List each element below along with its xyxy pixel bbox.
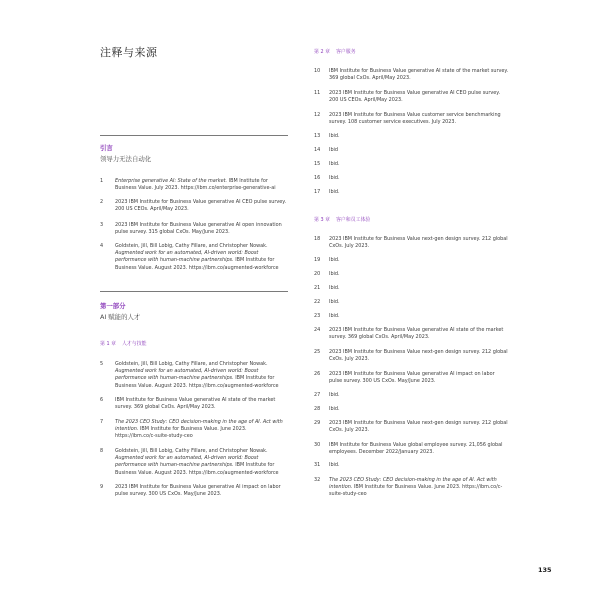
- note-text: [329, 477, 509, 499]
- chapter-title: 客户服务: [336, 49, 356, 55]
- note-source: 2023 IBM Institute for Business Value next-gen design survey. 212 global CxOs. July 2023.: [329, 349, 508, 363]
- note-source: 2023 IBM Institute for Business Value next-gen design survey. 212 global CxOs. July 2023.: [329, 236, 508, 250]
- section-title-intro: 引言: [100, 144, 113, 152]
- chapter-heading-3: [314, 216, 370, 223]
- note-number: 2: [100, 199, 104, 205]
- note-text: [329, 257, 509, 264]
- note-text: [329, 420, 509, 434]
- note-source: 2023 IBM Institute for Business Value customer service benchmarking survey. 108 customer service executives. July 2023.: [329, 112, 501, 126]
- divider: [100, 291, 288, 292]
- note-number: 28: [314, 406, 321, 412]
- note-number: 11: [314, 90, 321, 96]
- divider: [100, 135, 288, 136]
- note-source: Ibid.: [329, 189, 340, 195]
- note-text: [329, 462, 509, 469]
- note-text: [329, 175, 509, 182]
- note-authors: Goldstein, Jill, Bill Lobig, Cathy Fillare, and Christopher Nowak.: [115, 243, 268, 249]
- note-number: 23: [314, 313, 321, 319]
- chapter-heading-2: [314, 48, 356, 55]
- note-text: [329, 299, 509, 306]
- note-text: [329, 133, 509, 140]
- note-authors: Goldstein, Jill, Bill Lobig, Cathy Fillare, and Christopher Nowak.: [115, 448, 268, 454]
- note-source: IBM Institute for Business Value. August 2023. https://ibm.co/augmented-workforce: [115, 375, 279, 389]
- note-text: [115, 199, 287, 213]
- note-publication-title: Augmented work for an automated, AI-driven world: Boost performance with human-machine partnerships.: [115, 368, 259, 382]
- note-source: IBM Institute for Business Value. June 2023. https://ibm.co/c-suite-study-ceo: [115, 426, 247, 440]
- note-authors: Goldstein, Jill, Bill Lobig, Cathy Fillare, and Christopher Nowak.: [115, 361, 268, 367]
- section-subtitle-part-one: AI 赋能的人才: [100, 313, 141, 321]
- page-title: 注释与来源: [100, 46, 158, 59]
- note-text: [115, 484, 287, 498]
- note-text: [115, 419, 287, 441]
- note-source: 2023 IBM Institute for Business Value generative AI open innovation pulse survey. 315 global CxOs. May/June 2023.: [115, 222, 282, 236]
- note-number: 6: [100, 397, 104, 403]
- note-text: [329, 313, 509, 320]
- note-source: Ibid: [329, 147, 339, 153]
- note-source: Ibid.: [329, 161, 340, 167]
- note-source: 2023 IBM Institute for Business Value generative AI impact on labor pulse survey. 300 US CxOs. May/June 2023.: [115, 484, 281, 498]
- note-source: 2023 IBM Institute for Business Value generative AI state of the market survey. 369 global CxOs. April/May 2023.: [329, 327, 504, 341]
- note-source: Ibid.: [329, 462, 340, 468]
- note-source: 2023 IBM Institute for Business Value generative AI CEO pulse survey. 200 US CEOs. April/May 2023.: [115, 199, 287, 213]
- note-source: Ibid.: [329, 285, 340, 291]
- note-publication-title: The 2023 CEO Study: CEO decision-making in the age of AI. Act with intention.: [329, 477, 497, 491]
- note-source: IBM Institute for Business Value generative AI state of the market survey. 369 global CxOs. April/May 2023.: [115, 397, 276, 411]
- note-number: 3: [100, 222, 104, 228]
- note-number: 9: [100, 484, 104, 490]
- note-number: 30: [314, 442, 321, 448]
- note-source: Ibid.: [329, 299, 340, 305]
- note-number: 26: [314, 371, 321, 377]
- note-text: [329, 349, 509, 363]
- note-source: 2023 IBM Institute for Business Value generative AI impact on labor pulse survey. 300 US CxOs. May/June 2023.: [329, 371, 495, 385]
- page-number: 135: [538, 566, 552, 574]
- note-number: 4: [100, 243, 104, 249]
- note-number: 13: [314, 133, 321, 139]
- note-number: 15: [314, 161, 321, 167]
- note-source: IBM Institute for Business Value. July 2023. https://ibm.co/enterprise-generative-ai: [115, 178, 276, 192]
- note-text: [329, 285, 509, 292]
- chapter-title: 客户和员工体验: [336, 217, 371, 223]
- note-number: 17: [314, 189, 321, 195]
- note-source: Ibid.: [329, 133, 340, 139]
- chapter-number: 第 3 章: [314, 217, 331, 223]
- note-source: Ibid.: [329, 271, 340, 277]
- note-text: [115, 178, 287, 192]
- note-text: [329, 271, 509, 278]
- note-text: [329, 189, 509, 196]
- note-text: [329, 371, 509, 385]
- chapter-title: 人才与技能: [122, 341, 147, 347]
- chapter-number: 第 1 章: [100, 341, 117, 347]
- note-text: [329, 68, 509, 82]
- chapter-number: 第 2 章: [314, 49, 331, 55]
- note-text: [329, 392, 509, 399]
- note-source: Ibid.: [329, 257, 340, 263]
- note-text: [329, 90, 509, 104]
- note-source: 2023 IBM Institute for Business Value generative AI CEO pulse survey. 200 US CEOs. April/May 2023.: [329, 90, 501, 104]
- note-text: [115, 361, 287, 390]
- note-source: Ibid.: [329, 406, 340, 412]
- note-number: 31: [314, 462, 321, 468]
- note-number: 19: [314, 257, 321, 263]
- note-text: [329, 161, 509, 168]
- note-text: [329, 442, 509, 456]
- note-number: 21: [314, 285, 321, 291]
- note-source: IBM Institute for Business Value global employee survey. 21,056 global employees. December 2022/January 2023.: [329, 442, 503, 456]
- note-number: 10: [314, 68, 321, 74]
- note-source: IBM Institute for Business Value. August 2023. https://ibm.co/augmented-workforce: [115, 257, 279, 271]
- note-number: 1: [100, 178, 104, 184]
- note-number: 12: [314, 112, 321, 118]
- chapter-heading-1: [100, 340, 146, 347]
- note-number: 27: [314, 392, 321, 398]
- note-number: 20: [314, 271, 321, 277]
- note-source: IBM Institute for Business Value generative AI state of the market survey. 369 global CxOs. April/May 2023.: [329, 68, 509, 82]
- note-text: [115, 397, 287, 411]
- note-publication-title: The 2023 CEO Study: CEO decision-making in the age of AI. Act with intention.: [115, 419, 283, 433]
- note-source: 2023 IBM Institute for Business Value next-gen design survey. 212 global CxOs. July 2023.: [329, 420, 508, 434]
- note-source: Ibid.: [329, 313, 340, 319]
- note-number: 5: [100, 361, 104, 367]
- section-subtitle-intro: 领导力无法自动化: [100, 155, 152, 163]
- note-publication-title: Augmented work for an automated, AI-driven world: Boost performance with human-machine partnerships.: [115, 250, 259, 264]
- note-text: [115, 448, 287, 477]
- note-number: 32: [314, 477, 321, 483]
- note-number: 29: [314, 420, 321, 426]
- note-text: [115, 222, 287, 236]
- section-title-part-one: 第一部分: [100, 302, 126, 310]
- note-text: [329, 112, 509, 126]
- note-source: IBM Institute for Business Value. August 2023. https://ibm.co/augmented-workforce: [115, 462, 279, 476]
- note-text: [329, 327, 509, 341]
- note-source: IBM Institute for Business Value. June 2023. https://ibm.co/c-suite-study-ceo: [329, 484, 503, 498]
- note-number: 18: [314, 236, 321, 242]
- note-text: [329, 236, 509, 250]
- note-publication-title: Augmented work for an automated, AI-driven world: Boost performance with human-machine partnerships.: [115, 455, 259, 469]
- note-text: [329, 406, 509, 413]
- note-number: 25: [314, 349, 321, 355]
- note-number: 16: [314, 175, 321, 181]
- note-number: 14: [314, 147, 321, 153]
- note-source: Ibid.: [329, 175, 340, 181]
- note-number: 7: [100, 419, 104, 425]
- note-text: [115, 243, 287, 272]
- note-number: 24: [314, 327, 321, 333]
- note-source: Ibid.: [329, 392, 340, 398]
- note-text: [329, 147, 509, 154]
- note-number: 22: [314, 299, 321, 305]
- note-number: 8: [100, 448, 104, 454]
- note-publication-title: Enterprise generative AI: State of the market.: [115, 178, 228, 184]
